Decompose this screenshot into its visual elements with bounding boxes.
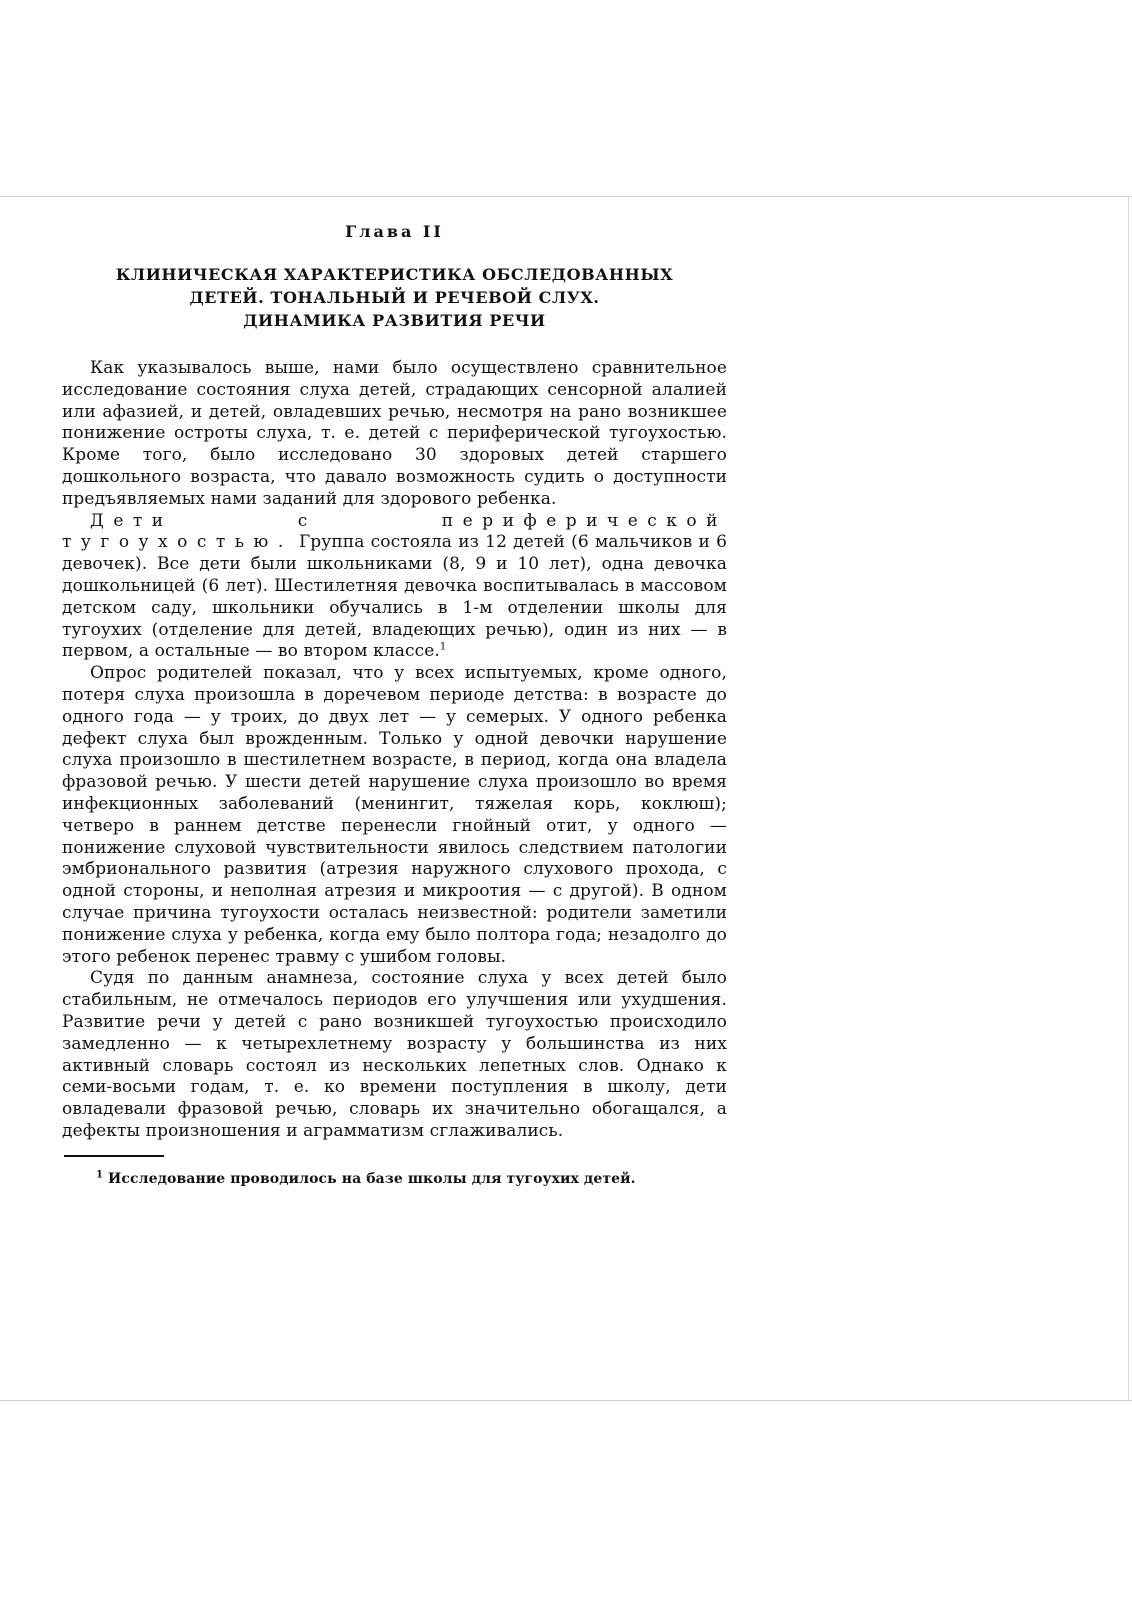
scan-border-top <box>0 196 1132 197</box>
book-page <box>62 222 727 1189</box>
paragraph-2-heading: Дети с периферической тугоухостью. <box>62 510 727 553</box>
footnote-text: Исследование проводилось на базе школы для тугоухих детей. <box>108 1170 636 1187</box>
footnote-mark: 1 <box>96 1169 104 1181</box>
chapter-title-line-3: ДИНАМИКА РАЗВИТИЯ РЕЧИ <box>243 311 546 330</box>
chapter-title-line-2: ДЕТЕЙ. ТОНАЛЬНЫЙ И РЕЧЕВОЙ СЛУХ. <box>189 288 600 307</box>
footnote-reference: 1 <box>439 641 447 653</box>
paragraph-4: Судя по данным анамнеза, состояние слуха у всех детей было стабильным, не отмечалось периодов его улучшения или ухудшения. Развитие речи у детей с рано возникшей тугоухостью происходило замедленно — к четырехлетнему возрасту у большинства из них активный словарь состоял из нескольких лепетных слов. Однако к семи-восьми годам, т. е. ко времени поступления в школу, дети овладевали фразовой речью, словарь их значительно обогащался, а дефекты произношения и аграмматизм сглаживались. <box>62 968 727 1141</box>
paragraph-3: Опрос родителей показал, что у всех испытуемых, кроме одного, потеря слуха произошла в доречевом периоде детства: в возрасте до одного года — у троих, до двух лет — у семерых. У одного ребенка дефект слуха был врожденным. Только у одной девочки нарушение слуха произошло в шестилетнем возрасте, в период, когда она владела фразовой речью. У шести детей нарушение слуха произошло во время инфекционных заболеваний (менингит, тяжелая корь, коклюш); четверо в раннем детстве перенесли гнойный отит, у одного — понижение слуховой чувствительности явилось следствием патологии эмбрионального развития (атрезия наружного слухового прохода, с одной стороны, и неполная атрезия и микроотия — с другой). В одном случае причина тугоухости осталась неизвестной: родители заметили понижение слуха у ребенка, когда ему было полтора года; незадолго до этого ребенок перенес травму с ушибом головы. <box>62 663 727 967</box>
scan-border-bottom <box>0 1400 1132 1401</box>
paragraph-2 <box>62 511 727 664</box>
chapter-title-line-1: КЛИНИЧЕСКАЯ ХАРАКТЕРИСТИКА ОБСЛЕДОВАННЫХ <box>115 265 674 284</box>
scan-border-right <box>1128 196 1129 1401</box>
footnote-divider <box>64 1155 164 1157</box>
chapter-title <box>62 263 727 332</box>
paragraph-2-text: Группа состояла из 12 детей (6 мальчиков и 6 девочек). Все дети были школьниками (8, 9 и 10 лет), одна девочка дошкольницей (6 лет). Шестилетняя девочка воспитывалась в массовом детском саду, школьники обучались в 1-м отделении школы для тугоухих (отделение для детей, владеющих речью), один из них — в первом, а остальные — во втором классе. <box>62 532 727 662</box>
chapter-label: Глава II <box>345 222 444 241</box>
footnote <box>62 1169 727 1189</box>
paragraph-1: Как указывалось выше, нами было осуществлено сравнительное исследование состояния слуха детей, страдающих сенсорной алалией или афазией, и детей, овладевших речью, несмотря на рано возникшее понижение остроты слуха, т. е. детей с периферической тугоухостью. Кроме того, было исследовано 30 здоровых детей старшего дошкольного возраста, что давало возможность судить о доступности предъявляемых нами заданий для здорового ребенка. <box>62 358 727 509</box>
